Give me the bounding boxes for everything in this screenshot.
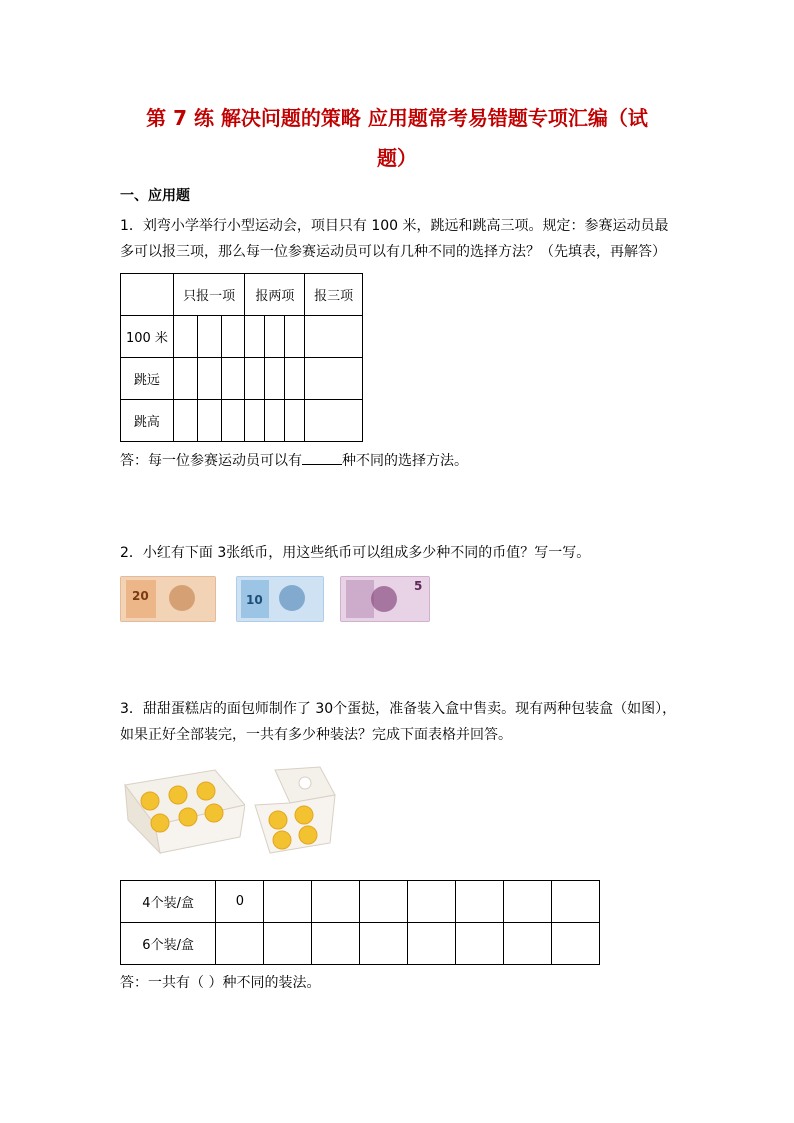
bill-value: 20	[132, 589, 149, 603]
answer-blank[interactable]	[302, 450, 342, 465]
table-cell[interactable]	[173, 316, 197, 358]
table-cell-value: 0	[216, 881, 264, 923]
table-cell[interactable]	[173, 400, 197, 442]
question-3-answer: 答：一共有（ ）种不同的装法。	[120, 975, 321, 991]
header-one-item: 只报一项	[173, 274, 245, 316]
table-cell[interactable]	[312, 923, 360, 965]
row-label-100m: 100 米	[121, 316, 174, 358]
six-tart-box-image	[120, 765, 245, 857]
question-1-text: 1．刘弯小学举行小型运动会，项目只有 100 米，跳远和跳高三项。规定：参赛运动员最多可以报三项，那么每一位参赛运动员可以有几种不同的选择方法？（先填表，再解答）	[120, 218, 669, 260]
four-tart-box-image	[250, 765, 340, 857]
question-2-text: 2．小红有下面 3张纸币，用这些纸币可以组成多少种不同的币值？写一写。	[120, 545, 591, 561]
question-1-table	[120, 273, 363, 442]
question-3-table	[120, 880, 600, 965]
table-cell[interactable]	[285, 400, 305, 442]
banknote-20-image	[120, 576, 216, 622]
table-cell[interactable]	[265, 400, 285, 442]
table-cell[interactable]	[264, 923, 312, 965]
table-cell[interactable]	[221, 358, 245, 400]
table-cell[interactable]	[197, 358, 221, 400]
table-cell[interactable]	[504, 881, 552, 923]
table-cell[interactable]	[216, 923, 264, 965]
table-cell[interactable]	[221, 400, 245, 442]
table-cell[interactable]	[221, 316, 245, 358]
bill-value: 5	[414, 579, 423, 593]
table-cell[interactable]	[245, 358, 265, 400]
table-cell[interactable]	[360, 923, 408, 965]
table-cell[interactable]	[265, 358, 285, 400]
table-cell[interactable]	[173, 358, 197, 400]
table-cell[interactable]	[305, 400, 363, 442]
row-label-6-per-box: 6个装/盒	[121, 923, 216, 965]
table-cell[interactable]	[264, 881, 312, 923]
table-cell[interactable]	[408, 881, 456, 923]
table-cell[interactable]	[305, 358, 363, 400]
question-3-text: 3．甜甜蛋糕店的面包师制作了 30个蛋挞，准备装入盒中售卖。现有两种包装盒（如图），如果正好全部装完，一共有多少种装法？完成下面表格并回答。	[120, 701, 677, 743]
table-cell[interactable]	[197, 316, 221, 358]
table-corner	[121, 274, 174, 316]
question-1-answer: 答：每一位参赛运动员可以有 种不同的选择方法。	[120, 450, 468, 470]
row-label-4-per-box: 4个装/盒	[121, 881, 216, 923]
bill-value: 10	[246, 593, 263, 607]
section-heading: 一、应用题	[120, 188, 190, 204]
table-cell[interactable]	[285, 316, 305, 358]
page-title	[110, 98, 684, 178]
header-three-items: 报三项	[305, 274, 363, 316]
table-cell[interactable]	[197, 400, 221, 442]
table-cell[interactable]	[285, 358, 305, 400]
banknote-5-image	[340, 576, 430, 622]
table-cell[interactable]	[312, 881, 360, 923]
row-label-high-jump: 跳高	[121, 400, 174, 442]
table-cell[interactable]	[245, 400, 265, 442]
table-cell[interactable]	[408, 923, 456, 965]
table-cell[interactable]	[504, 923, 552, 965]
table-cell[interactable]	[245, 316, 265, 358]
table-cell[interactable]	[456, 881, 504, 923]
header-two-items: 报两项	[245, 274, 305, 316]
table-cell[interactable]	[456, 923, 504, 965]
title-line-2: 题）	[377, 146, 417, 170]
table-cell[interactable]	[552, 881, 600, 923]
table-cell[interactable]	[360, 881, 408, 923]
table-cell[interactable]	[265, 316, 285, 358]
title-line-1: 第 7 练 解决问题的策略 应用题常考易错题专项汇编（试	[146, 106, 648, 130]
banknote-10-image	[236, 576, 324, 622]
row-label-long-jump: 跳远	[121, 358, 174, 400]
table-cell[interactable]	[305, 316, 363, 358]
table-cell[interactable]	[552, 923, 600, 965]
